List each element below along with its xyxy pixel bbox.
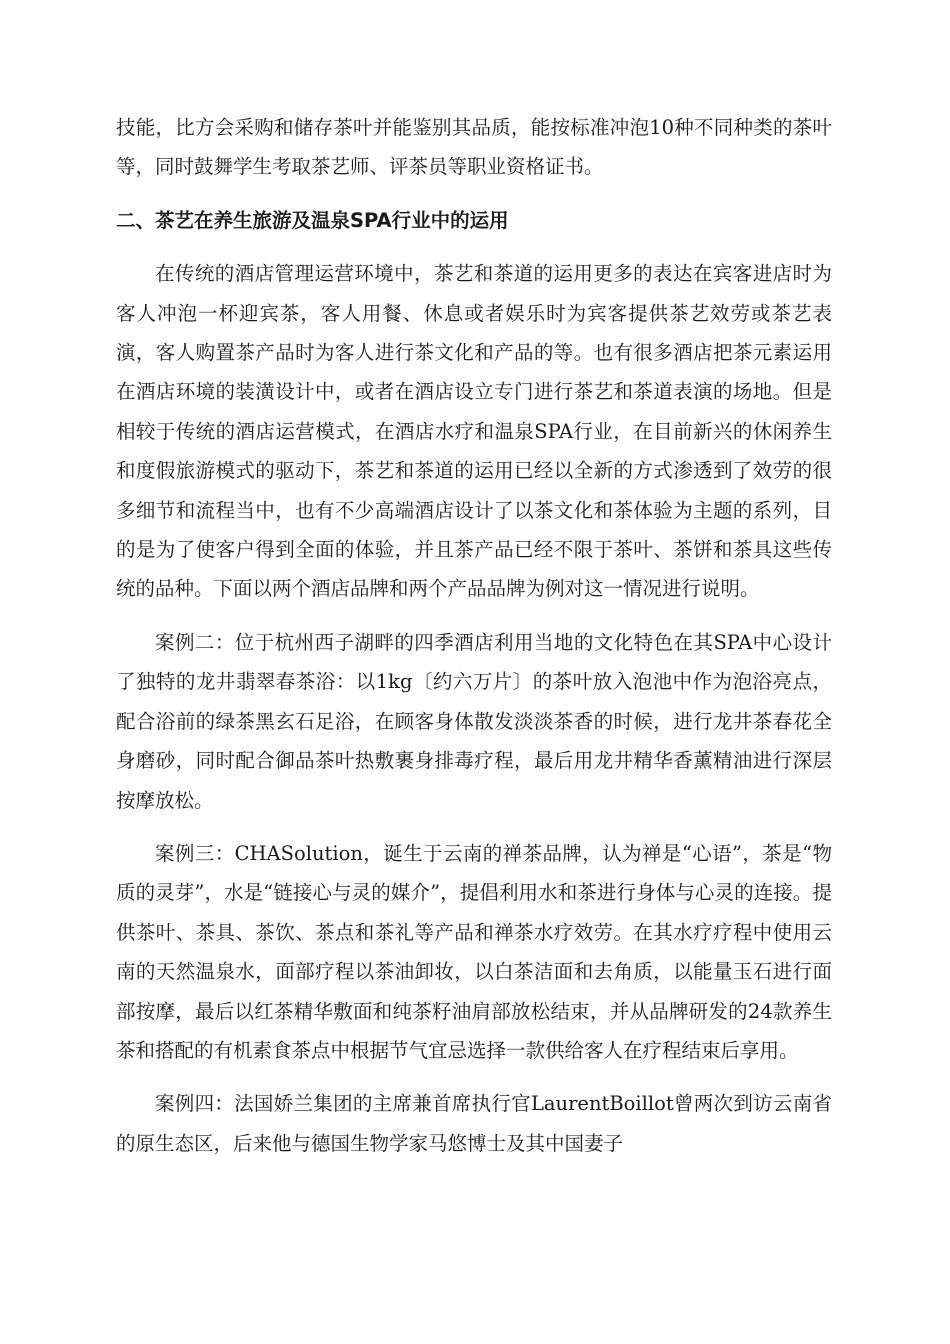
paragraph-case-4: 案例四：法国娇兰集团的主席兼首席执行官LaurentBoillot曾两次到访云南省的原生态区，后来他与德国生物学家马悠博士及其中国妻子 xyxy=(116,1092,832,1155)
paragraph-intro-continuation: 技能，比方会采购和储存茶叶并能鉴别其品质，能按标准冲泡10种不同种类的茶叶等，同时鼓舞学生考取茶艺师、评茶员等职业资格证书。 xyxy=(116,116,832,179)
paragraph-case-3: 案例三：CHASolution，诞生于云南的禅茶品牌，认为禅是“心语”，茶是“物质的灵芽”，水是“链接心与灵的媒介”，提倡利用水和茶进行身体与心灵的连接。提供茶叶、茶具、茶饮、茶点和茶礼等产品和禅茶水疗效劳。在其水疗疗程中使用云南的天然温泉水，面部疗程以茶油卸妆，以白茶洁面和去角质，以能量玉石进行面部按摩，最后以红茶精华敷面和纯茶籽油肩部放松结束，并从品牌研发的24款养生茶和搭配的有机素食茶点中根据节气宜忌选择一款供给客人在疗程结束后享用。 xyxy=(116,841,832,1062)
paragraph-case-2: 案例二：位于杭州西子湖畔的四季酒店利用当地的文化特色在其SPA中心设计了独特的龙井翡翠春茶浴：以1kg〔约六万片〕的茶叶放入泡池中作为泡浴亮点，配合浴前的绿茶黑玄石足浴，在顾客身体散发淡淡茶香的时候，进行龙井茶春花全身磨砂，同时配合御品茶叶热敷裹身排毒疗程，最后用龙井精华香薰精油进行深层按摩放松。 xyxy=(116,630,832,812)
document-body xyxy=(116,108,832,1177)
section-heading: 二、茶艺在养生旅游及温泉SPA行业中的运用 xyxy=(116,208,509,232)
paragraph-overview: 在传统的酒店管理运营环境中，茶艺和茶道的运用更多的表达在宾客进店时为客人冲泡一杯迎宾茶，客人用餐、休息或者娱乐时为宾客提供茶艺效劳或茶艺表演，客人购置茶产品时为客人进行茶文化和产品的等。也有很多酒店把茶元素运用在酒店环境的装潢设计中，或者在酒店设立专门进行茶艺和茶道表演的场地。但是相较于传统的酒店运营模式，在酒店水疗和温泉SPA行业，在目前新兴的休闲养生和度假旅游模式的驱动下，茶艺和茶道的运用已经以全新的方式渗透到了效劳的很多细节和流程当中，也有不少高端酒店设计了以茶文化和茶体验为主题的系列，目的是为了使客户得到全面的体验，并且茶产品已经不限于茶叶、茶饼和茶具这些传统的品种。下面以两个酒店品牌和两个产品品牌为例对这一情况进行说明。 xyxy=(116,262,832,601)
